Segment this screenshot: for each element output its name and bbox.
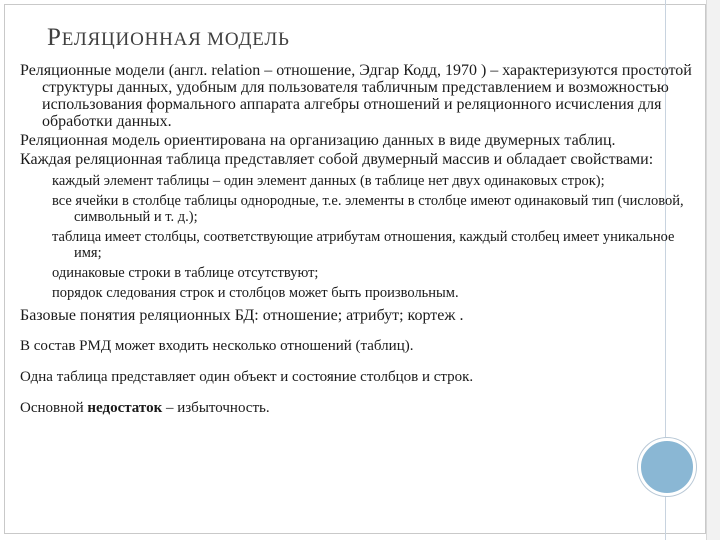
paragraph-one-table: Одна таблица представляет один объект и состояние столбцов и строк.: [20, 369, 474, 385]
slide-title: [47, 24, 290, 52]
drawback-keyword: недостаток: [87, 400, 163, 416]
property-item: все ячейки в столбце таблицы однородные, т.е. элементы в столбце имеют одинаковый тип (числовой, символьный и т. д.);: [52, 193, 684, 225]
property-item: таблица имеет столбцы, соответствующие атрибутам отношения, каждый столбец имеет уникальное имя;: [52, 229, 675, 261]
paragraph-drawback: [20, 400, 704, 417]
slide-content: [20, 62, 704, 417]
drawback-suffix: – избыточность.: [165, 400, 270, 416]
decorative-circle: [638, 438, 696, 496]
paragraph-rmd-relations: В состав РМД может входить несколько отношений (таблиц).: [20, 338, 414, 354]
title-rest: ЕЛЯЦИОННАЯ МОДЕЛЬ: [61, 29, 290, 50]
right-decorative-band: [706, 0, 720, 540]
title-first-letter: Р: [47, 24, 62, 51]
paragraph-table-properties: Каждая реляционная таблица представляет собой двумерный массив и обладает свойствами:: [20, 151, 654, 168]
paragraph-basic-concepts: Базовые понятия реляционных БД: отношение; атрибут; кортеж .: [20, 307, 464, 324]
property-item: каждый элемент таблицы – один элемент данных (в таблице нет двух одинаковых строк);: [52, 173, 605, 189]
paragraph-definition: Реляционные модели (англ. relation – отношение, Эдгар Кодд, 1970 ) – характеризуются простотой структуры данных, удобным для пользователя табличным представлением и возможностью использования формального аппарата алгебры отношений и реляционного исчисления для обработки данных.: [20, 62, 692, 130]
drawback-prefix: Основной: [20, 400, 84, 416]
property-item: порядок следования строк и столбцов может быть произвольным.: [52, 285, 459, 301]
property-item: одинаковые строки в таблице отсутствуют;: [52, 265, 319, 281]
paragraph-orientation: Реляционная модель ориентирована на организацию данных в виде двумерных таблиц.: [20, 132, 616, 149]
